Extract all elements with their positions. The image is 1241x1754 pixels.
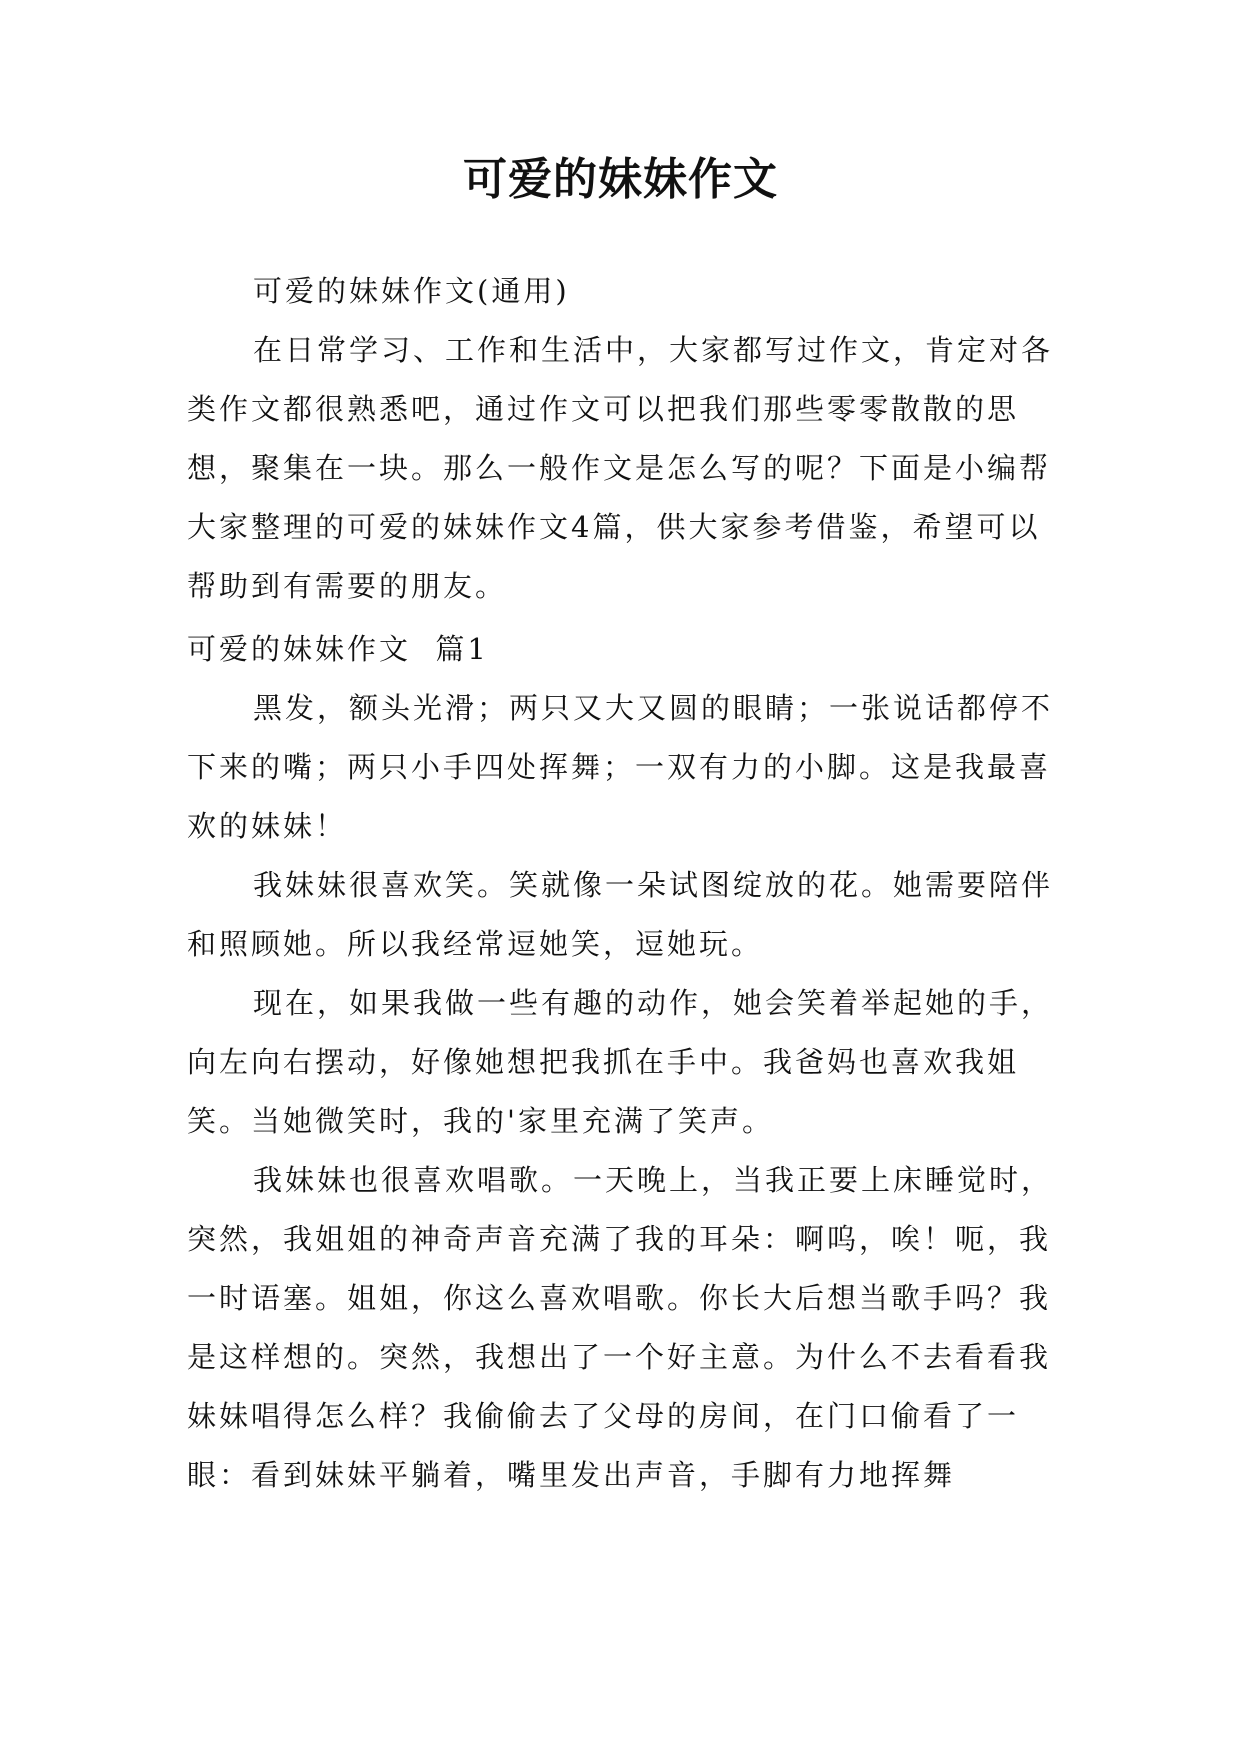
paragraph: 我妹妹很喜欢笑。笑就像一朵试图绽放的花。她需要陪伴和照顾她。所以我经常逗她笑，逗她玩。: [187, 868, 1054, 961]
paragraph: 我妹妹也很喜欢唱歌。一天晚上，当我正要上床睡觉时，突然，我姐姐的神奇声音充满了我的耳朵：啊呜，唉！呃，我一时语塞。姐姐，你这么喜欢唱歌。你长大后想当歌手吗？我是这样想的。突然，我想出了一个好主意。为什么不去看看我妹妹唱得怎么样？我偷偷去了父母的房间，在门口偷看了一眼：看到妹妹平躺着，嘴里发出声音，手脚有力地挥舞: [187, 1163, 1054, 1492]
paragraph: 现在，如果我做一些有趣的动作，她会笑着举起她的手，向左向右摆动，好像她想把我抓在手中。我爸妈也喜欢我姐笑。当她微笑时，我的'家里充满了笑声。: [187, 986, 1054, 1138]
intro-block: [187, 262, 1057, 616]
intro-paragraph: 在日常学习、工作和生活中，大家都写过作文，肯定对各类作文都很熟悉吧，通过作文可以把我们那些零零散散的思想，聚集在一块。那么一般作文是怎么写的呢？下面是小编帮大家整理的可爱的妹妹作文4篇，供大家参考借鉴，希望可以帮助到有需要的朋友。: [187, 333, 1054, 603]
section-heading: 可爱的妹妹作文 篇1: [187, 632, 489, 666]
document-title: 可爱的妹妹作文: [463, 154, 778, 205]
section-block: [187, 620, 1057, 1505]
paragraph: 黑发，额头光滑；两只又大又圆的眼睛；一张说话都停不下来的嘴；两只小手四处挥舞；一双有力的小脚。这是我最喜欢的妹妹！: [187, 691, 1054, 843]
intro-heading: 可爱的妹妹作文(通用): [253, 274, 570, 308]
